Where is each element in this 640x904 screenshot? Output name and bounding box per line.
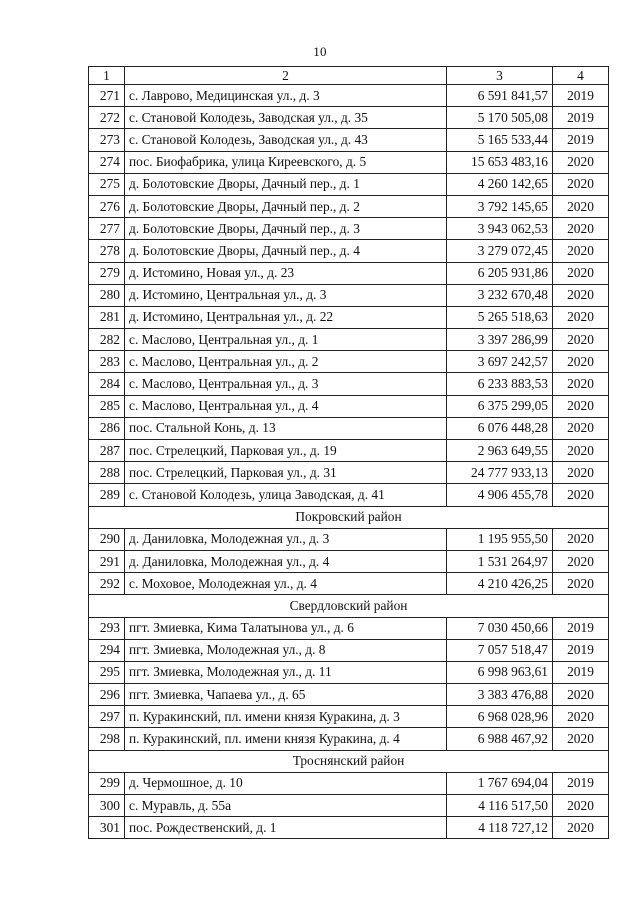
amount-cell: 3 232 670,48 (447, 284, 553, 306)
table-row (89, 772, 609, 794)
table-row (89, 306, 609, 328)
amount-cell: 4 116 517,50 (447, 795, 553, 817)
row-number: 272 (89, 107, 125, 129)
year-cell: 2020 (553, 440, 609, 462)
table-body (89, 85, 609, 839)
row-number: 284 (89, 373, 125, 395)
year-cell: 2020 (553, 373, 609, 395)
table-row (89, 462, 609, 484)
row-number: 300 (89, 795, 125, 817)
table-header (89, 67, 609, 85)
amount-cell: 4 260 142,65 (447, 173, 553, 195)
year-cell: 2020 (553, 417, 609, 439)
table-row (89, 661, 609, 683)
row-number: 271 (89, 85, 125, 107)
row-number: 292 (89, 573, 125, 595)
row-number: 287 (89, 440, 125, 462)
row-number: 289 (89, 484, 125, 506)
address-cell: д. Даниловка, Молодежная ул., д. 3 (125, 528, 447, 550)
table-row (89, 417, 609, 439)
year-cell: 2019 (553, 772, 609, 794)
amount-cell: 6 988 467,92 (447, 728, 553, 750)
row-number: 290 (89, 528, 125, 550)
table-row (89, 218, 609, 240)
year-cell: 2020 (553, 706, 609, 728)
amount-cell: 7 030 450,66 (447, 617, 553, 639)
table-row (89, 684, 609, 706)
table-row (89, 129, 609, 151)
table-row (89, 107, 609, 129)
address-cell: п. Куракинский, пл. имени князя Куракина, д. 4 (125, 728, 447, 750)
amount-cell: 5 265 518,63 (447, 306, 553, 328)
row-number: 294 (89, 639, 125, 661)
amount-cell: 24 777 933,13 (447, 462, 553, 484)
row-number: 296 (89, 684, 125, 706)
address-cell: пгт. Змиевка, Чапаева ул., д. 65 (125, 684, 447, 706)
address-cell: д. Истомино, Новая ул., д. 23 (125, 262, 447, 284)
year-cell: 2020 (553, 573, 609, 595)
row-number: 281 (89, 306, 125, 328)
table-row (89, 795, 609, 817)
table-row (89, 484, 609, 506)
year-cell: 2020 (553, 262, 609, 284)
amount-cell: 4 210 426,25 (447, 573, 553, 595)
row-number: 280 (89, 284, 125, 306)
year-cell: 2020 (553, 284, 609, 306)
table-row (89, 550, 609, 572)
district-row (89, 595, 609, 617)
year-cell: 2019 (553, 85, 609, 107)
address-cell: пос. Биофабрика, улица Киреевского, д. 5 (125, 151, 447, 173)
amount-cell: 6 076 448,28 (447, 417, 553, 439)
address-cell: пос. Стальной Конь, д. 13 (125, 417, 447, 439)
year-cell: 2019 (553, 639, 609, 661)
year-cell: 2020 (553, 462, 609, 484)
amount-cell: 5 165 533,44 (447, 129, 553, 151)
year-cell: 2020 (553, 395, 609, 417)
address-cell: с. Маслово, Центральная ул., д. 3 (125, 373, 447, 395)
address-cell: пос. Рождественский, д. 1 (125, 817, 447, 839)
year-cell: 2020 (553, 173, 609, 195)
table-row (89, 706, 609, 728)
table-row (89, 373, 609, 395)
year-cell: 2020 (553, 329, 609, 351)
table-row (89, 528, 609, 550)
address-cell: пос. Стрелецкий, Парковая ул., д. 19 (125, 440, 447, 462)
amount-cell: 4 906 455,78 (447, 484, 553, 506)
table-row (89, 173, 609, 195)
row-number: 283 (89, 351, 125, 373)
housing-registry-table (88, 66, 609, 839)
address-cell: д. Истомино, Центральная ул., д. 3 (125, 284, 447, 306)
row-number: 295 (89, 661, 125, 683)
address-cell: д. Болотовские Дворы, Дачный пер., д. 4 (125, 240, 447, 262)
address-cell: с. Становой Колодезь, Заводская ул., д. 43 (125, 129, 447, 151)
table-row (89, 617, 609, 639)
page-number: 10 (313, 44, 327, 59)
year-cell: 2019 (553, 617, 609, 639)
row-number: 297 (89, 706, 125, 728)
address-cell: с. Становой Колодезь, Заводская ул., д. 35 (125, 107, 447, 129)
address-cell: с. Лаврово, Медицинская ул., д. 3 (125, 85, 447, 107)
year-cell: 2020 (553, 528, 609, 550)
table-row (89, 817, 609, 839)
year-cell: 2020 (553, 306, 609, 328)
address-cell: п. Куракинский, пл. имени князя Куракина, д. 3 (125, 706, 447, 728)
address-cell: с. Маслово, Центральная ул., д. 4 (125, 395, 447, 417)
amount-cell: 2 963 649,55 (447, 440, 553, 462)
table-row (89, 639, 609, 661)
year-cell: 2020 (553, 817, 609, 839)
table-row (89, 573, 609, 595)
amount-cell: 6 375 299,05 (447, 395, 553, 417)
row-number: 279 (89, 262, 125, 284)
table-row (89, 728, 609, 750)
address-cell: д. Болотовские Дворы, Дачный пер., д. 1 (125, 173, 447, 195)
amount-cell: 6 998 963,61 (447, 661, 553, 683)
address-cell: д. Даниловка, Молодежная ул., д. 4 (125, 550, 447, 572)
year-cell: 2020 (553, 151, 609, 173)
table-row (89, 329, 609, 351)
row-number: 285 (89, 395, 125, 417)
district-row (89, 750, 609, 772)
amount-cell: 3 397 286,99 (447, 329, 553, 351)
amount-cell: 3 279 072,45 (447, 240, 553, 262)
address-cell: пгт. Змиевка, Молодежная ул., д. 8 (125, 639, 447, 661)
year-cell: 2019 (553, 661, 609, 683)
amount-cell: 3 697 242,57 (447, 351, 553, 373)
district-name: Свердловский район (89, 595, 609, 617)
amount-cell: 7 057 518,47 (447, 639, 553, 661)
address-cell: д. Чермошное, д. 10 (125, 772, 447, 794)
row-number: 282 (89, 329, 125, 351)
address-cell: с. Маслово, Центральная ул., д. 1 (125, 329, 447, 351)
row-number: 276 (89, 195, 125, 217)
table-row (89, 195, 609, 217)
row-number: 277 (89, 218, 125, 240)
header-col-1: 1 (89, 67, 125, 85)
amount-cell: 1 531 264,97 (447, 550, 553, 572)
table-row (89, 351, 609, 373)
year-cell: 2020 (553, 684, 609, 706)
table-row (89, 151, 609, 173)
amount-cell: 6 233 883,53 (447, 373, 553, 395)
table-row (89, 85, 609, 107)
address-cell: д. Истомино, Центральная ул., д. 22 (125, 306, 447, 328)
address-cell: пос. Стрелецкий, Парковая ул., д. 31 (125, 462, 447, 484)
amount-cell: 6 205 931,86 (447, 262, 553, 284)
row-number: 291 (89, 550, 125, 572)
amount-cell: 6 968 028,96 (447, 706, 553, 728)
row-number: 298 (89, 728, 125, 750)
header-col-4: 4 (553, 67, 609, 85)
amount-cell: 3 792 145,65 (447, 195, 553, 217)
amount-cell: 15 653 483,16 (447, 151, 553, 173)
row-number: 275 (89, 173, 125, 195)
table-row (89, 262, 609, 284)
header-col-3: 3 (447, 67, 553, 85)
amount-cell: 1 767 694,04 (447, 772, 553, 794)
address-cell: д. Болотовские Дворы, Дачный пер., д. 3 (125, 218, 447, 240)
amount-cell: 6 591 841,57 (447, 85, 553, 107)
year-cell: 2020 (553, 195, 609, 217)
year-cell: 2020 (553, 550, 609, 572)
district-row (89, 506, 609, 528)
district-name: Покровский район (89, 506, 609, 528)
table-row (89, 440, 609, 462)
row-number: 286 (89, 417, 125, 439)
district-name: Троснянский район (89, 750, 609, 772)
amount-cell: 4 118 727,12 (447, 817, 553, 839)
amount-cell: 1 195 955,50 (447, 528, 553, 550)
table-row (89, 284, 609, 306)
address-cell: с. Становой Колодезь, улица Заводская, д. 41 (125, 484, 447, 506)
address-cell: с. Муравль, д. 55а (125, 795, 447, 817)
year-cell: 2020 (553, 218, 609, 240)
address-cell: с. Маслово, Центральная ул., д. 2 (125, 351, 447, 373)
header-row (89, 67, 609, 85)
amount-cell: 3 943 062,53 (447, 218, 553, 240)
row-number: 299 (89, 772, 125, 794)
year-cell: 2020 (553, 795, 609, 817)
row-number: 274 (89, 151, 125, 173)
address-cell: с. Моховое, Молодежная ул., д. 4 (125, 573, 447, 595)
row-number: 278 (89, 240, 125, 262)
table-row (89, 395, 609, 417)
header-col-2: 2 (125, 67, 447, 85)
row-number: 273 (89, 129, 125, 151)
row-number: 288 (89, 462, 125, 484)
address-cell: пгт. Змиевка, Молодежная ул., д. 11 (125, 661, 447, 683)
row-number: 301 (89, 817, 125, 839)
year-cell: 2019 (553, 107, 609, 129)
year-cell: 2020 (553, 484, 609, 506)
table-row (89, 240, 609, 262)
row-number: 293 (89, 617, 125, 639)
year-cell: 2019 (553, 129, 609, 151)
address-cell: д. Болотовские Дворы, Дачный пер., д. 2 (125, 195, 447, 217)
address-cell: пгт. Змиевка, Кима Талатынова ул., д. 6 (125, 617, 447, 639)
year-cell: 2020 (553, 351, 609, 373)
amount-cell: 5 170 505,08 (447, 107, 553, 129)
year-cell: 2020 (553, 240, 609, 262)
year-cell: 2020 (553, 728, 609, 750)
amount-cell: 3 383 476,88 (447, 684, 553, 706)
